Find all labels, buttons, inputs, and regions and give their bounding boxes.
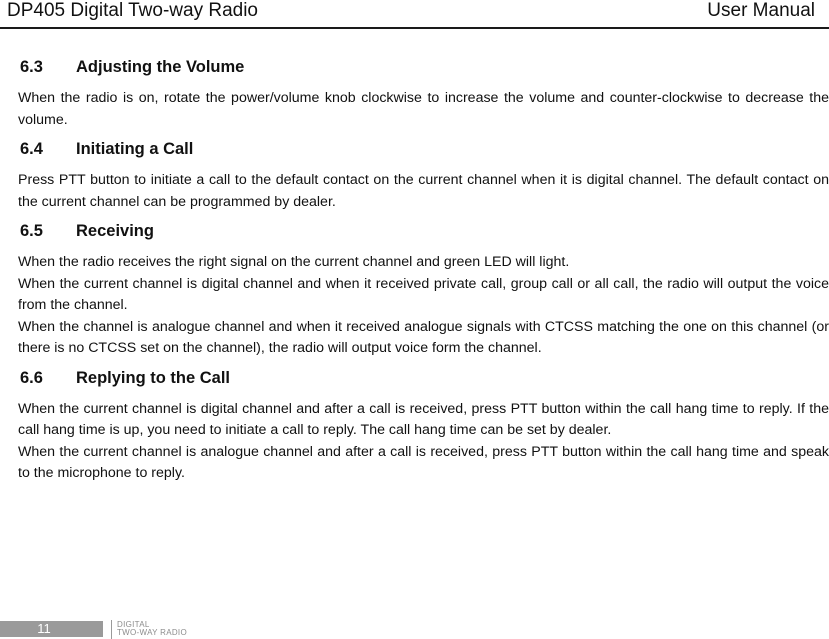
- footer-logo-line1: DIGITAL: [117, 620, 150, 629]
- section-title: Adjusting the Volume: [76, 58, 245, 76]
- paragraph: When the radio receives the right signal on the current channel and green LED will light.: [18, 254, 570, 270]
- paragraph: When the radio is on, rotate the power/volume knob clockwise to increase the volume and counter-clockwise to decrease the volume.: [18, 90, 829, 128]
- section-title: Initiating a Call: [76, 140, 194, 158]
- footer-logo: [117, 621, 187, 637]
- section-receiving: [18, 221, 829, 360]
- section-heading: [20, 139, 829, 159]
- footer-logo-line2: TWO-WAY RADIO: [117, 628, 187, 637]
- paragraph: When the channel is analogue channel and when it received analogue signals with CTCSS matching the one on this channel (or there is no CTCSS set on the channel), the radio will output voice form the channel.: [18, 318, 829, 356]
- section-number: 6.4: [20, 140, 43, 158]
- section-heading: [20, 57, 829, 77]
- page-footer: [0, 618, 829, 639]
- paragraph: When the current channel is digital channel and after a call is received, press PTT button within the call hang time to reply. If the call hang time is up, you need to initiate a call to reply. The call hang time can be set by dealer.: [18, 400, 829, 438]
- header-doc-type: User Manual: [707, 0, 815, 21]
- page-content: [18, 54, 829, 485]
- section-title: Receiving: [76, 222, 154, 240]
- paragraph: Press PTT button to initiate a call to the default contact on the current channel when it is digital channel. The default contact on the current channel can be programmed by dealer.: [18, 172, 829, 210]
- section-replying-call: [18, 368, 829, 485]
- section-title: Replying to the Call: [76, 368, 231, 387]
- section-heading: [20, 368, 829, 388]
- paragraph: When the current channel is digital channel and when it received private call, group call or all call, the radio will output the voice from the channel.: [18, 275, 829, 313]
- paragraph: When the current channel is analogue channel and after a call is received, press PTT button within the call hang time and speak to the microphone to reply.: [18, 443, 829, 481]
- section-heading: [20, 221, 829, 241]
- section-adjusting-volume: [18, 57, 829, 131]
- header-rule: [0, 27, 829, 29]
- footer-divider: [111, 620, 112, 639]
- page-header: [0, 0, 829, 28]
- header-title: DP405 Digital Two-way Radio: [7, 0, 258, 21]
- section-number: 6.5: [20, 222, 43, 240]
- section-initiating-call: [18, 139, 829, 213]
- section-number: 6.6: [20, 368, 43, 387]
- section-number: 6.3: [20, 58, 43, 76]
- page-number: 11: [37, 621, 51, 636]
